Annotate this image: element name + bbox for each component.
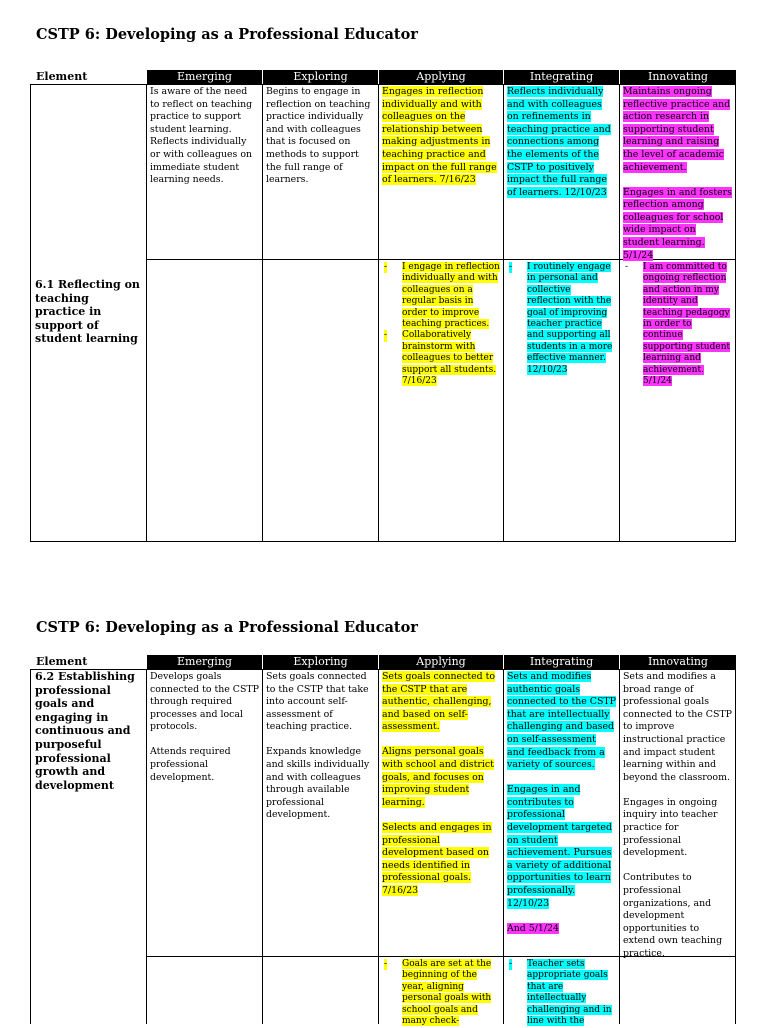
column-divider [735,669,736,1024]
descriptor-text: Selects and engages in professional development based on needs identified in professional goals. 7/16/23 [382,821,492,896]
descriptor-text: Sets goals connected to the CSTP that take into account self-assessment of teaching practice. [266,671,369,733]
evidence-applying [379,261,503,388]
evidence-integrating [504,958,619,1028]
descriptor-text: Engages in and fosters reflection among colleagues for school wide impact on student learning. 5/1/24 [623,186,732,261]
descriptor-text: And 5/1/24 [507,922,559,934]
descriptor-text: Sets and modifies authentic goals connected to the CSTP that are intellectually challenging and based on self-assessment and feedback from a variety of sources. [507,671,616,771]
level-header-exploring: Exploring [263,655,378,669]
evidence-applying [379,958,503,1028]
descriptor-text: Engages in and contributes to professional development targeted on student achievement. Pursues a variety of additional opportunities to learn professionally. 12/10/23 [507,784,612,909]
descriptor-text: Reflects individually or with colleagues on immediate student learning needs. [150,136,253,186]
descriptor-integrating [504,670,619,936]
descriptor-text: Develops goals connected to the CSTP through required processes and local protocols. [150,671,259,733]
descriptor-text: Aligns personal goals with school and district goals, and focuses on improving student learning. [382,746,494,808]
element-name: 6.2 Establishing professional goals and engaging in continuous and purposeful professional growth and development [35,670,135,792]
descriptor-applying [379,670,503,899]
level-header-integrating: Integrating [504,655,619,669]
descriptor-text: Begins to engage in reflection on teaching practice individually and with colleagues that is focused on methods to support the full range of learners. [266,86,371,186]
level-header-emerging: Emerging [147,655,262,669]
descriptor-emerging [147,85,262,188]
element-name: 6.1 Reflecting on teaching practice in support of student learning [35,278,140,346]
evidence-item: - I am committed to ongoing reflection and action in my identity and teaching pedagogy in order to continue supporting student learning and achievement. 5/1/24 [625,262,732,387]
descriptor-text: Is aware of the need to reflect on teaching practice to support student learning. [150,86,253,135]
element-column-header: Element [36,70,88,83]
level-header-applying: Applying [379,655,503,669]
standards-table [30,70,736,542]
evidence-integrating [504,261,619,377]
evidence-item: - I engage in reflection individually and with colleagues on a regular basis in order to improve teaching practices. [384,262,500,330]
descriptor-text: Expands knowledge and skills individually and with colleagues through available professional development. [266,746,370,821]
descriptor-text: Attends required professional development. [150,746,231,783]
descriptor-text: Reflects individually and with colleagues on refinements in teaching practice and connections among the elements of the CSTP to positively impact the full range of learners. 12/10/23 [507,86,611,198]
descriptor-innovating [620,670,735,961]
evidence-item: - I routinely engage in personal and collective reflection with the goal of improving teacher practice and supporting all students in a more effective manner. 12/10/23 [509,262,616,376]
evidence-innovating [620,261,735,388]
level-header-innovating: Innovating [620,655,736,669]
descriptor-text: Maintains ongoing reflective practice and action research in supporting student learning and raising the level of academic achievement. [623,86,731,173]
descriptor-text: Engages in reflection individually and with colleagues on the relationship between making adjustments in teaching practice and impact on the full range of learners. 7/16/23 [382,86,497,186]
column-divider [735,84,736,542]
section-title: CSTP 6: Developing as a Professional Educator [36,26,418,43]
evidence-item: - Collaboratively brainstorm with colleagues to better support all students. 7/16/23 [384,330,500,387]
descriptor-text: Contributes to professional organizations, and development opportunities to extend own teaching practice. [623,872,723,959]
descriptor-innovating [620,85,735,263]
evidence-item: - Goals are set at the beginning of the year, aligning personal goals with school goals and many check- [384,959,500,1027]
descriptor-text: Sets and modifies a broad range of professional goals connected to the CSTP to improve instructional practice and impact student learning within and beyond the classroom. [623,671,732,783]
level-header-exploring: Exploring [263,70,378,84]
evidence-item: - Teacher sets appropriate goals that are intellectually challenging and in line with the [509,959,616,1027]
level-header-innovating: Innovating [620,70,736,84]
descriptor-exploring [263,85,378,188]
standards-table [30,655,736,1027]
section-title: CSTP 6: Developing as a Professional Educator [36,619,418,636]
element-column-header: Element [36,655,88,668]
level-header-applying: Applying [379,70,503,84]
descriptor-applying [379,85,503,188]
descriptor-emerging [147,670,262,785]
descriptor-text: Sets goals connected to the CSTP that are authentic, challenging, and based on self-assessment. [382,671,496,733]
table-border [30,541,736,542]
descriptor-text: Engages in ongoing inquiry into teacher practice for professional development. [623,796,718,859]
level-header-emerging: Emerging [147,70,262,84]
level-header-integrating: Integrating [504,70,619,84]
descriptor-exploring [263,670,378,823]
descriptor-integrating [504,85,619,200]
